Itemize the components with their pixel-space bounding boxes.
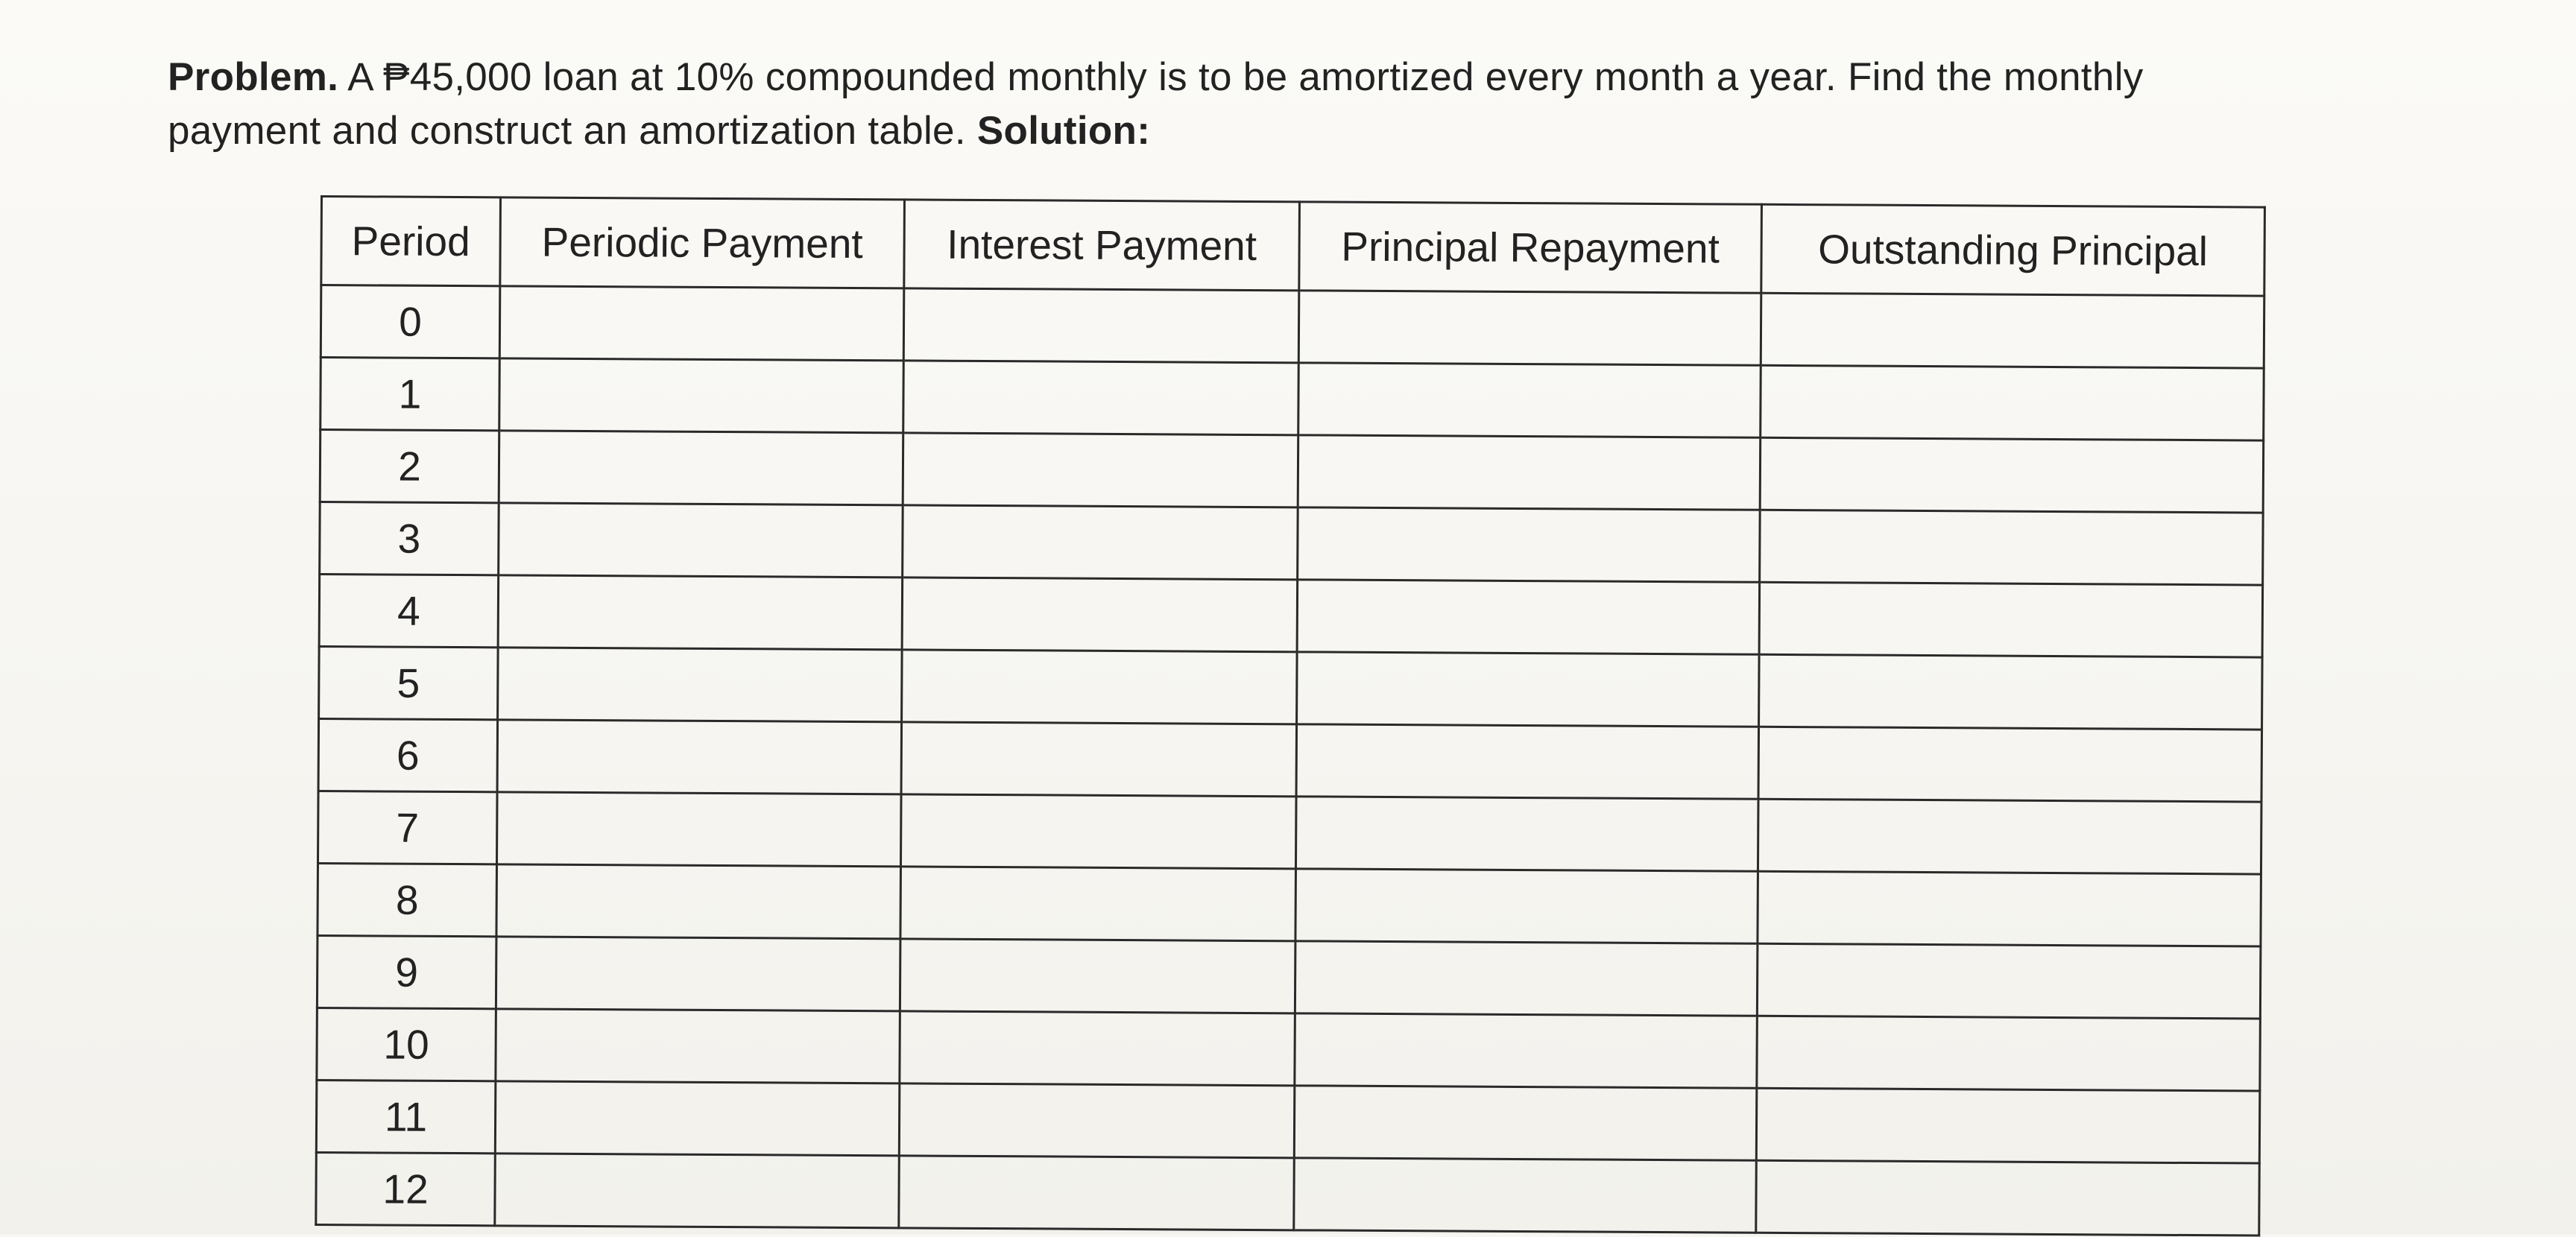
table-row (320, 430, 2264, 513)
outstanding-principal-cell[interactable] (1758, 727, 2262, 802)
period-cell: 7 (318, 791, 497, 864)
principal-repayment-cell[interactable] (1294, 1158, 1757, 1233)
interest-payment-cell[interactable] (902, 650, 1298, 724)
outstanding-principal-cell[interactable] (1761, 365, 2264, 440)
period-cell: 11 (316, 1080, 496, 1153)
header-interest-payment: Interest Payment (904, 200, 1300, 291)
problem-text: A ₱45,000 loan at 10% compounded monthly is to be amortized every month a year. Find the monthly payment and construct an amortization table. (168, 55, 2144, 153)
principal-repayment-cell[interactable] (1297, 580, 1760, 654)
period-cell: 10 (317, 1007, 496, 1081)
interest-payment-cell[interactable] (900, 1011, 1295, 1086)
periodic-payment-cell[interactable] (496, 792, 901, 867)
outstanding-principal-cell[interactable] (1760, 437, 2264, 513)
interest-payment-cell[interactable] (901, 722, 1297, 797)
table-row (317, 935, 2261, 1019)
period-cell: 2 (320, 430, 499, 503)
principal-repayment-cell[interactable] (1295, 1013, 1758, 1088)
table-row (317, 1007, 2261, 1091)
interest-payment-cell[interactable] (899, 1156, 1295, 1230)
period-cell: 5 (319, 646, 499, 719)
header-outstanding-principal: Outstanding Principal (1761, 204, 2265, 296)
amortization-table-container (315, 195, 2266, 1237)
table-row (321, 285, 2264, 369)
problem-statement (168, 51, 2255, 158)
period-cell: 9 (317, 935, 496, 1008)
table-row (316, 1080, 2260, 1163)
outstanding-principal-cell[interactable] (1759, 654, 2263, 730)
periodic-payment-cell[interactable] (499, 431, 903, 505)
periodic-payment-cell[interactable] (498, 648, 903, 722)
outstanding-principal-cell[interactable] (1756, 1088, 2260, 1163)
interest-payment-cell[interactable] (900, 867, 1296, 941)
interest-payment-cell[interactable] (902, 578, 1298, 652)
principal-repayment-cell[interactable] (1295, 797, 1758, 871)
interest-payment-cell[interactable] (900, 794, 1296, 869)
interest-payment-cell[interactable] (899, 1083, 1295, 1158)
interest-payment-cell[interactable] (900, 939, 1295, 1013)
period-cell: 3 (320, 502, 499, 575)
outstanding-principal-cell[interactable] (1757, 1016, 2261, 1091)
table-row (316, 1152, 2260, 1236)
principal-repayment-cell[interactable] (1294, 1086, 1757, 1160)
problem-label: Problem. (168, 55, 339, 99)
principal-repayment-cell[interactable] (1298, 435, 1761, 510)
interest-payment-cell[interactable] (903, 288, 1299, 363)
principal-repayment-cell[interactable] (1297, 652, 1760, 727)
period-cell: 0 (321, 285, 500, 358)
outstanding-principal-cell[interactable] (1757, 943, 2261, 1019)
interest-payment-cell[interactable] (903, 505, 1298, 580)
principal-repayment-cell[interactable] (1296, 724, 1759, 799)
period-cell: 1 (321, 358, 500, 431)
table-row (318, 718, 2262, 802)
table-row (319, 646, 2263, 730)
interest-payment-cell[interactable] (903, 361, 1299, 435)
periodic-payment-cell[interactable] (496, 937, 900, 1011)
principal-repayment-cell[interactable] (1295, 869, 1758, 943)
header-period: Period (321, 197, 501, 286)
periodic-payment-cell[interactable] (496, 1009, 900, 1083)
periodic-payment-cell[interactable] (499, 503, 903, 578)
periodic-payment-cell[interactable] (497, 720, 902, 794)
outstanding-principal-cell[interactable] (1756, 1160, 2260, 1236)
periodic-payment-cell[interactable] (499, 286, 904, 361)
periodic-payment-cell[interactable] (495, 1081, 900, 1156)
principal-repayment-cell[interactable] (1298, 507, 1761, 582)
periodic-payment-cell[interactable] (495, 1154, 900, 1228)
period-cell: 4 (319, 575, 499, 648)
period-cell: 8 (318, 863, 497, 936)
outstanding-principal-cell[interactable] (1761, 293, 2264, 368)
outstanding-principal-cell[interactable] (1758, 871, 2261, 946)
periodic-payment-cell[interactable] (498, 575, 903, 650)
outstanding-principal-cell[interactable] (1760, 510, 2264, 585)
period-cell: 6 (318, 718, 498, 791)
table-row (319, 575, 2263, 658)
header-periodic-payment: Periodic Payment (500, 197, 905, 288)
header-principal-repayment: Principal Repayment (1299, 202, 1762, 293)
solution-label: Solution: (976, 109, 1151, 153)
outstanding-principal-cell[interactable] (1758, 799, 2261, 874)
periodic-payment-cell[interactable] (499, 358, 904, 433)
principal-repayment-cell[interactable] (1298, 363, 1761, 437)
periodic-payment-cell[interactable] (496, 864, 901, 939)
amortization-table (315, 195, 2266, 1237)
principal-repayment-cell[interactable] (1295, 941, 1758, 1016)
outstanding-principal-cell[interactable] (1759, 582, 2263, 657)
interest-payment-cell[interactable] (903, 433, 1298, 507)
table-row (318, 863, 2261, 946)
period-cell: 12 (316, 1152, 496, 1225)
table-header-row (321, 197, 2265, 297)
table-row (321, 358, 2264, 441)
principal-repayment-cell[interactable] (1298, 291, 1761, 365)
table-row (320, 502, 2264, 586)
table-row (318, 791, 2261, 874)
